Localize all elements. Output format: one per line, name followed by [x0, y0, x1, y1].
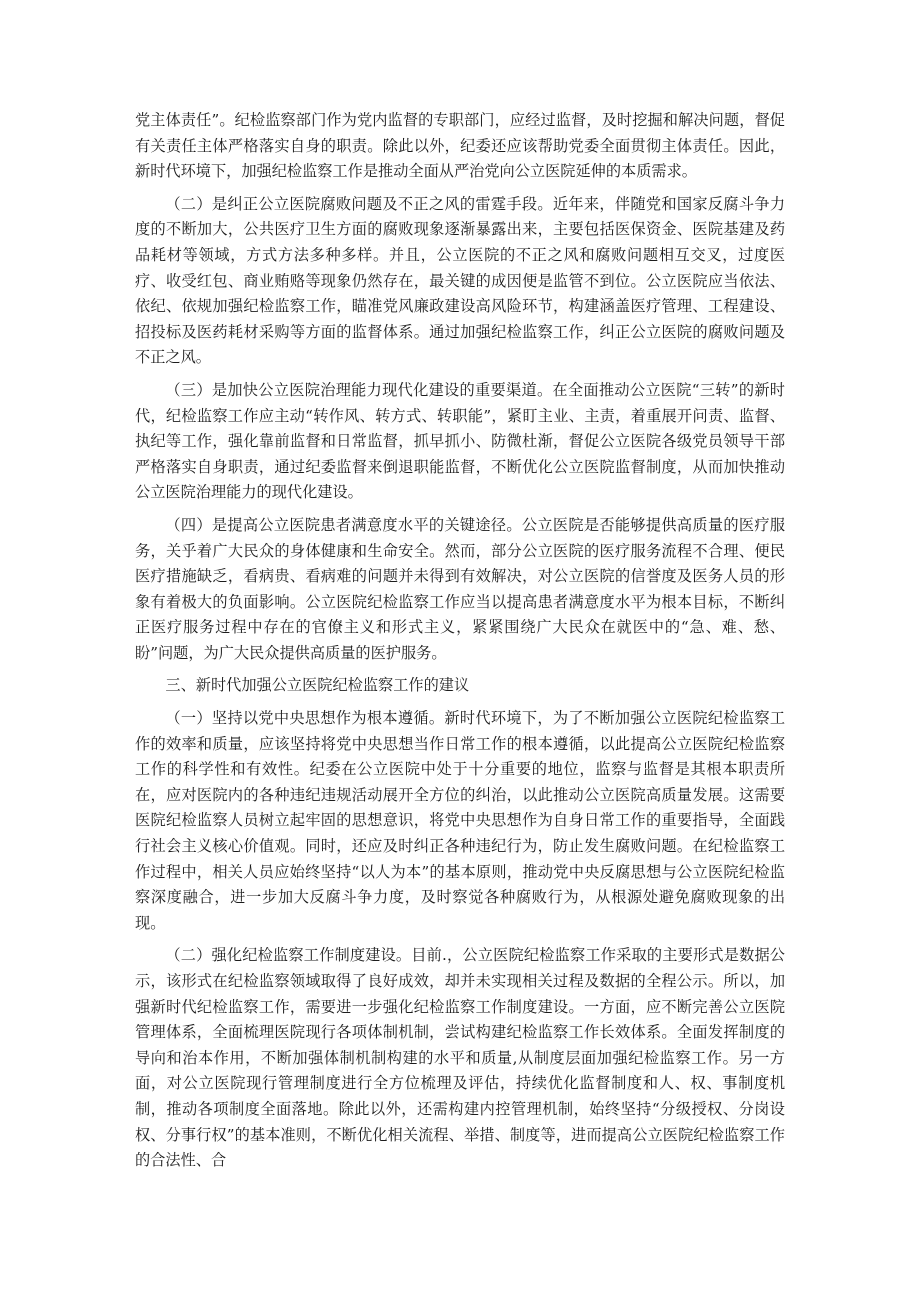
paragraph-section-2-2: （二）是纠正公立医院腐败问题及不正之风的雷霆手段。近年来，伴随党和国家反腐斗争力度的不断加大，公共医疗卫生方面的腐败现象逐渐暴露出来，主要包括医保资金、医院基建及药品耗材等领域，方式方法多种多样。并且，公立医院的不正之风和腐败问题相互交叉，过度医疗、收受红包、商业贿赂等现象仍然存在，最关键的成因便是监管不到位。公立医院应当依法、依纪、依规加强纪检监察工作，瞄准党风廉政建设高风险环节，构建涵盖医疗管理、工程建设、招投标及医药耗材采购等方面的监督体系。通过加强纪检监察工作，纠正公立医院的腐败问题及不正之风。	[135, 194, 785, 367]
paragraph-section-3-2: （二）强化纪检监察工作制度建设。目前.，公立医院纪检监察工作采取的主要形式是数据公示，该形式在纪检监察领域取得了良好成效，却并未实现相关过程及数据的全程公示。所以，加强新时代纪检监察工作，需要进一步强化纪检监察工作制度建设。一方面，应不断完善公立医院管理体系，全面梳理医院现行各项体制机制，尝试构建纪检监察工作长效体系。全面发挥制度的导向和治本作用，不断加强体制机制构建的水平和质量,从制度层面加强纪检监察工作。另一方面，对公立医院现行管理制度进行全方位梳理及评估，持续优化监督制度和人、权、事制度机制，推动各项制度全面落地。除此以外，还需构建内控管理机制，始终坚持“分级授权、分岗设权、分事行权”的基本准则，不断优化相关流程、举措、制度等，进而提高公立医院纪检监察工作的合法性、合	[135, 946, 785, 1170]
document-page	[135, 108, 785, 1181]
paragraph-continuation: 党主体责任”。纪检监察部门作为党内监督的专职部门，应经过监督，及时挖掘和解决问题，督促有关责任主体严格落实自身的职责。除此以外，纪委还应该帮助党委全面贯彻主体责任。因此，新时代环境下，加强纪检监察工作是推动全面从严治党向公立医院延伸的本质需求。	[135, 111, 785, 181]
paragraph-section-2-3: （三）是加快公立医院治理能力现代化建设的重要渠道。在全面推动公立医院“三转”的新时代，纪检监察工作应主动“转作风、转方式、转职能”，紧盯主业、主责，着重展开问责、监督、执纪等工作，强化靠前监督和日常监督，抓早抓小、防微杜渐，督促公立医院各级党员领导干部严格落实自身职责，通过纪委监督来倒退职能监督，不断优化公立医院监督制度，从而加快推动公立医院治理能力的现代化建设。	[135, 380, 785, 502]
paragraph-section-2-4: （四）是提高公立医院患者满意度水平的关键途径。公立医院是否能够提供高质量的医疗服务，关乎着广大民众的身体健康和生命安全。然而，部分公立医院的医疗服务流程不合理、便民医疗措施缺乏，看病贵、看病难的问题并未得到有效解决，对公立医院的信誉度及医务人员的形象有着极大的负面影响。公立医院纪检监察工作应当以提高患者满意度水平为根本目标，不断纠正医疗服务过程中存在的官僚主义和形式主义，紧紧围绕广大民众在就医中的“急、难、愁、盼”问题，为广大民众提供高质量的医护服务。	[135, 515, 785, 662]
paragraph-section-3-1: （一）坚持以党中央思想作为根本遵循。新时代环境下，为了不断加强公立医院纪检监察工作的效率和质量，应该坚持将党中央思想当作日常工作的根本遵循，以此提高公立医院纪检监察工作的科学性和有效性。纪委在公立医院中处于十分重要的地位，监察与监督是其根本职责所在，应对医院内的各种违纪违规活动展开全方位的纠治，以此推动公立医院高质量发展。这需要医院纪检监察人员树立起牢固的思想意识，将党中央思想作为自身日常工作的重要指导，全面践行社会主义核心价值观。同时，还应及时纠正各种违纪行为，防止发生腐败问题。在纪检监察工作过程中，相关人员应始终坚持“以人为本”的基本原则，推动党中央反腐思想与公立医院纪检监察深度融合，进一步加大反腐斗争力度，及时察觉各种腐败行为，从根源处避免腐败现象的出现。	[135, 709, 785, 932]
section-heading-3: 三、新时代加强公立医院纪检监察工作的建议	[165, 676, 470, 695]
